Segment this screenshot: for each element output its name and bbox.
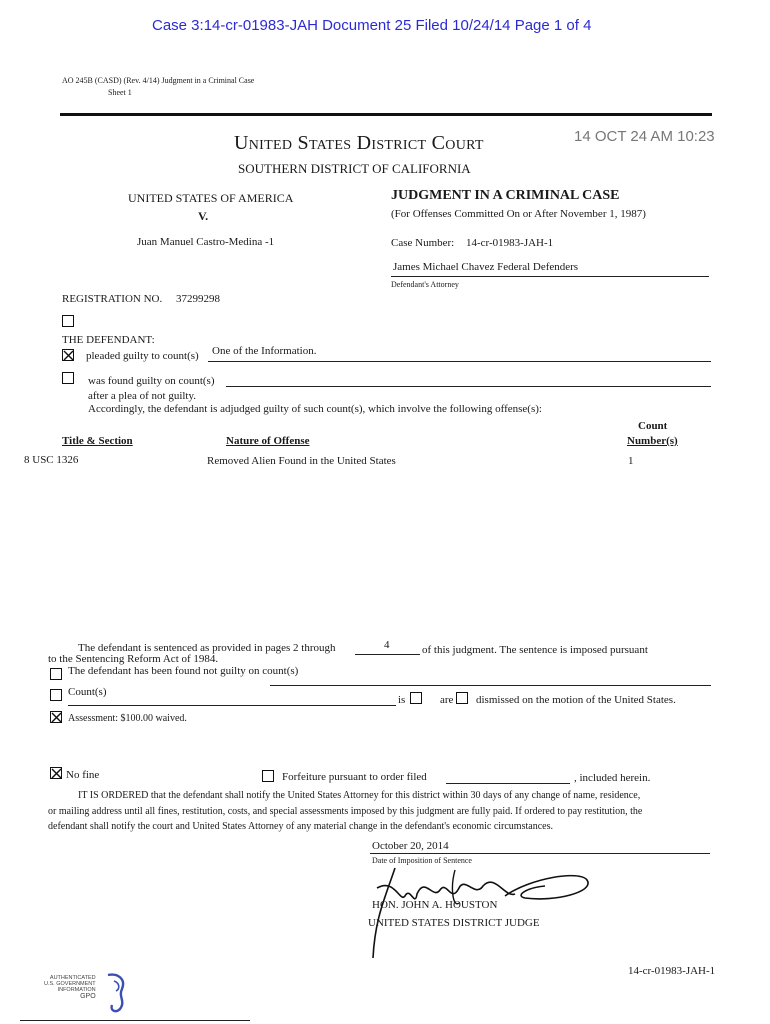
case-number-label: Case Number: <box>391 237 455 249</box>
defendant-heading: THE DEFENDANT: <box>62 334 155 346</box>
header-rule <box>60 113 712 116</box>
forfeiture-label: Forfeiture pursuant to order filed <box>282 771 427 783</box>
accordingly-text: Accordingly, the defendant is adjudged guilty of such count(s), which involve the following offense(s): <box>88 403 542 415</box>
found-guilty-checkbox[interactable] <box>62 372 74 384</box>
counts-underline <box>68 705 396 706</box>
form-id: AO 245B (CASD) (Rev. 4/14) Judgment in a Criminal Case <box>62 76 255 85</box>
forfeiture-checkbox[interactable] <box>262 770 274 782</box>
case-number: 14-cr-01983-JAH-1 <box>466 237 554 249</box>
found-guilty-underline <box>226 386 711 387</box>
plaintiff-name: UNITED STATES OF AMERICA <box>128 191 294 205</box>
found-guilty-label: was found guilty on count(s) <box>88 375 215 387</box>
checkmark-x-icon <box>51 768 63 780</box>
checkmark-x-icon <box>63 350 75 362</box>
col-title-section: Title & Section <box>62 435 133 447</box>
judgment-title: JUDGMENT IN A CRIMINAL CASE <box>391 188 620 203</box>
col-count-line1: Count <box>638 420 668 432</box>
included-label: , included herein. <box>574 772 651 784</box>
attorney-name: James Michael Chavez Federal Defenders <box>393 261 579 273</box>
sentenced-text1: The defendant is sentenced as provided in pages 2 through <box>78 642 336 654</box>
not-guilty-underline <box>270 685 711 686</box>
pleaded-guilty-value: One of the Information. <box>212 345 317 357</box>
date-underline <box>370 853 710 854</box>
assessment-checkbox[interactable] <box>50 711 62 723</box>
not-guilty-label: The defendant has been found not guilty on count(s) <box>68 665 299 677</box>
filed-stamp: 14 OCT 24 AM 10:23 <box>574 128 715 145</box>
no-fine-label: No fine <box>66 769 100 781</box>
pleaded-underline <box>208 361 711 362</box>
judge-name: HON. JOHN A. HOUSTON <box>372 899 498 911</box>
gpo-line2: U.S. GOVERNMENT <box>44 981 96 987</box>
judge-title: UNITED STATES DISTRICT JUDGE <box>368 917 540 929</box>
sentenced-text3: to the Sentencing Reform Act of 1984. <box>48 653 219 665</box>
order-line1: IT IS ORDERED that the defendant shall notify the United States Attorney for this district within 30 days of any change of name, residence, <box>78 790 641 801</box>
counts-label: Count(s) <box>68 686 107 698</box>
checkmark-x-icon <box>51 712 63 724</box>
assessment-label: Assessment: $100.00 waived. <box>68 713 187 724</box>
unlabeled-checkbox[interactable] <box>62 315 74 327</box>
gpo-line4: GPO <box>80 993 96 1000</box>
registration-number: 37299298 <box>176 293 220 305</box>
order-line3: defendant shall notify the court and United States Attorney of any material change in the defendant's economic circumstances. <box>48 821 553 832</box>
is-checkbox[interactable] <box>410 692 422 704</box>
case-header-line: Case 3:14-cr-01983-JAH Document 25 Filed 10/24/14 Page 1 of 4 <box>152 17 592 34</box>
court-name: United States District Court <box>234 132 484 154</box>
imposition-date-label: Date of Imposition of Sentence <box>372 856 472 865</box>
offense-date-note: (For Offenses Committed On or After November 1, 1987) <box>391 208 646 220</box>
row-title-section: 8 USC 1326 <box>24 454 79 466</box>
not-guilty-checkbox[interactable] <box>50 668 62 680</box>
pleaded-guilty-checkbox[interactable] <box>62 349 74 361</box>
court-district: SOUTHERN DISTRICT OF CALIFORNIA <box>238 161 471 176</box>
forfeiture-underline <box>446 783 570 784</box>
defendant-name: Juan Manuel Castro-Medina -1 <box>137 236 275 248</box>
footer-case-ref: 14-cr-01983-JAH-1 <box>628 965 716 977</box>
no-fine-checkbox[interactable] <box>50 767 62 779</box>
gpo-seal <box>44 975 96 1000</box>
col-count-line2: Number(s) <box>627 435 678 447</box>
row-count: 1 <box>628 455 634 467</box>
pleaded-guilty-label: pleaded guilty to count(s) <box>86 350 199 362</box>
is-label: is <box>398 694 406 706</box>
footer-rule <box>20 1020 250 1021</box>
registration-label: REGISTRATION NO. <box>62 293 163 305</box>
sentenced-text2: of this judgment. The sentence is imposed pursuant <box>422 644 648 656</box>
are-checkbox[interactable] <box>456 692 468 704</box>
order-line2: or mailing address until all fines, restitution, costs, and special assessments imposed by this judgment are fully paid. If ordered to pay restitution, the <box>48 806 643 817</box>
pages-underline <box>355 654 420 655</box>
row-nature: Removed Alien Found in the United States <box>207 455 396 467</box>
after-plea-text: after a plea of not guilty. <box>88 390 197 402</box>
pages-through: 4 <box>384 639 390 651</box>
col-nature-offense: Nature of Offense <box>226 435 310 447</box>
eagle-seal-icon <box>104 971 130 1013</box>
imposition-date: October 20, 2014 <box>372 840 449 852</box>
sheet-label: Sheet 1 <box>108 88 132 97</box>
attorney-underline <box>391 276 709 277</box>
gpo-line3: INFORMATION <box>57 987 96 993</box>
judge-signature-icon <box>355 858 605 968</box>
are-label: are <box>440 694 454 706</box>
attorney-label: Defendant's Attorney <box>391 280 459 289</box>
gpo-line1: AUTHENTICATED <box>49 975 96 981</box>
counts-checkbox[interactable] <box>50 689 62 701</box>
dismissed-label: dismissed on the motion of the United States. <box>476 694 676 706</box>
versus-label: V. <box>198 209 209 223</box>
